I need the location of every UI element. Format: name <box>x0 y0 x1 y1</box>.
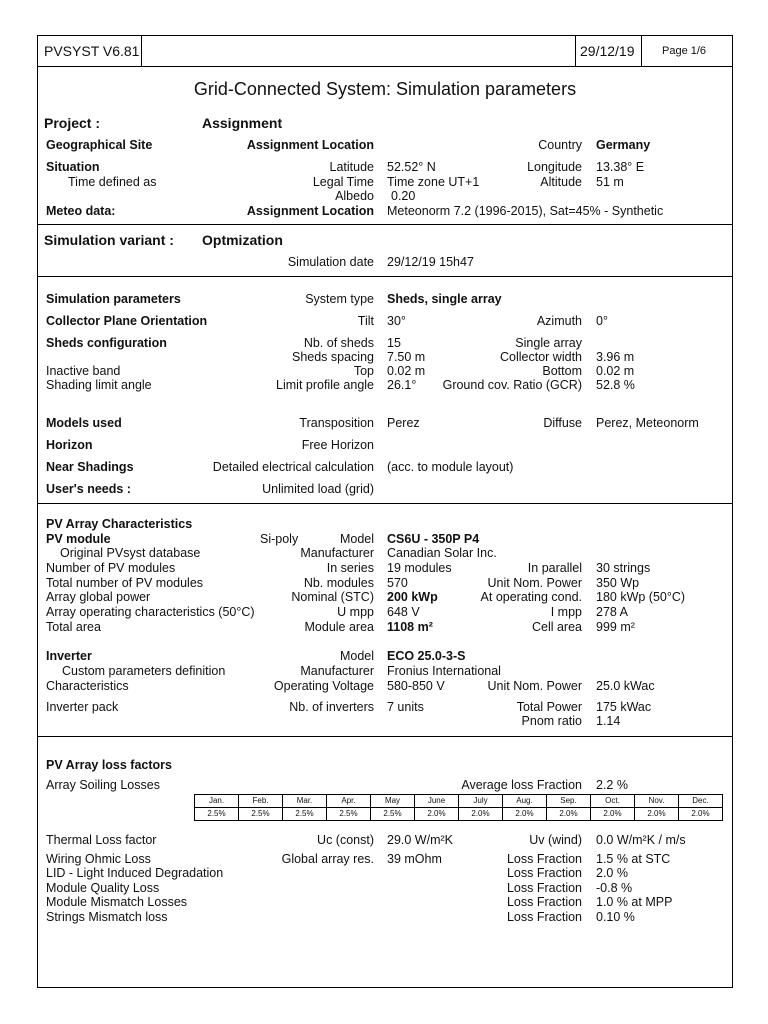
month-cell: Aug. <box>503 795 547 808</box>
mismatch-fraction-value: 1.0 % at MPP <box>596 895 673 909</box>
module-area-value: 1108 m² <box>387 620 433 634</box>
strings-fraction-value: 0.10 % <box>596 910 635 924</box>
quality-fraction-label: Loss Fraction <box>506 881 582 895</box>
global-res-label: Global array res. <box>281 852 374 866</box>
month-cell: July <box>459 795 503 808</box>
operating-char-label: Array operating characteristics (50°C) <box>46 605 255 619</box>
collector-width-label: Collector width <box>500 350 582 364</box>
inactive-band-label: Inactive band <box>46 364 121 378</box>
lid-label: LID - Light Induced Degradation <box>46 866 224 880</box>
wiring-fraction-value: 1.5 % at STC <box>596 852 671 866</box>
near-shadings-note: (acc. to module layout) <box>387 460 514 474</box>
section-divider <box>38 736 732 737</box>
pnom-ratio-value: 1.14 <box>596 714 621 728</box>
soiling-cell: 2.0% <box>635 808 679 821</box>
bottom-value: 0.02 m <box>596 364 635 378</box>
orientation-label: Collector Plane Orientation <box>46 314 208 328</box>
month-cell: Mar. <box>283 795 327 808</box>
soiling-cell: 2.0% <box>591 808 635 821</box>
wiring-loss-label: Wiring Ohmic Loss <box>46 852 151 866</box>
pv-module-label: PV module <box>46 532 111 546</box>
custom-params-label: Custom parameters definition <box>62 664 226 678</box>
system-type-label: System type <box>305 292 374 306</box>
soiling-label: Array Soiling Losses <box>46 778 160 792</box>
nb-inverters-value: 7 units <box>387 700 424 714</box>
uv-value: 0.0 W/m²K / m/s <box>596 833 686 847</box>
quality-loss-label: Module Quality Loss <box>46 881 160 895</box>
num-modules-label: Number of PV modules <box>46 561 176 575</box>
collector-width-value: 3.96 m <box>596 350 635 364</box>
mismatch-fraction-label: Loss Fraction <box>506 895 582 909</box>
total-modules-label: Total number of PV modules <box>46 576 204 590</box>
pv-module-tech: Si-poly <box>260 532 299 546</box>
module-area-label: Module area <box>304 620 374 634</box>
cell-area-label: Cell area <box>531 620 582 634</box>
uc-label: Uc (const) <box>317 833 374 847</box>
pv-array-section: PV Array Characteristics <box>46 517 193 531</box>
meteo-label: Meteo data: <box>46 204 116 218</box>
latitude-value: 52.52° N <box>387 160 436 174</box>
country-label: Country <box>538 138 582 152</box>
azimuth-label: Azimuth <box>536 314 582 328</box>
month-cell: Dec. <box>679 795 723 808</box>
page-header <box>38 36 732 67</box>
users-needs-label: User's needs : <box>46 482 131 496</box>
month-cell: Sep. <box>547 795 591 808</box>
operating-voltage-value: 580-850 V <box>387 679 445 693</box>
total-area-label: Total area <box>46 620 101 634</box>
top-label: Top <box>353 364 374 378</box>
month-cell: Feb. <box>239 795 283 808</box>
page-title: Grid-Connected System: Simulation parameters <box>193 79 577 99</box>
soiling-cell: 2.0% <box>503 808 547 821</box>
global-power-label: Array global power <box>46 590 151 604</box>
operating-voltage-label: Operating Voltage <box>273 679 374 693</box>
near-shadings-label: Near Shadings <box>46 460 134 474</box>
strings-mismatch-label: Strings Mismatch loss <box>46 910 168 924</box>
header-divider <box>141 36 142 66</box>
report-date: 29/12/19 <box>580 43 635 59</box>
spacing-label: Sheds spacing <box>291 350 374 364</box>
sim-date-value: 29/12/19 15h47 <box>387 255 474 269</box>
sheds-config-label: Sheds configuration <box>46 336 167 350</box>
azimuth-value: 0° <box>596 314 608 328</box>
situation-label: Situation <box>46 160 100 174</box>
avg-loss-label: Average loss Fraction <box>461 778 582 792</box>
nominal-stc-value: 200 kWp <box>387 590 438 604</box>
in-parallel-label: In parallel <box>527 561 582 575</box>
soiling-cell: 2.0% <box>679 808 723 821</box>
diffuse-value: Perez, Meteonorm <box>596 416 699 430</box>
thermal-loss-label: Thermal Loss factor <box>46 833 157 847</box>
total-power-value: 175 kWac <box>596 700 652 714</box>
system-type-value: Sheds, single array <box>387 292 502 306</box>
operating-cond-label: At operating cond. <box>480 590 582 604</box>
legal-time-label: Legal Time <box>312 175 374 189</box>
in-series-label: In series <box>326 561 374 575</box>
users-needs-value: Unlimited load (grid) <box>262 482 374 496</box>
altitude-value: 51 m <box>596 175 624 189</box>
bottom-label: Bottom <box>542 364 582 378</box>
cell-area-value: 999 m² <box>596 620 635 634</box>
unit-power-label: Unit Nom. Power <box>487 576 582 590</box>
month-cell: Oct. <box>591 795 635 808</box>
albedo-label: Albedo <box>335 189 374 203</box>
limit-profile-value: 26.1° <box>387 378 417 392</box>
time-defined-label: Time defined as <box>68 175 157 189</box>
nb-modules-value: 570 <box>387 576 408 590</box>
limit-profile-label: Limit profile angle <box>276 378 374 392</box>
models-used-label: Models used <box>46 416 122 430</box>
meteo-site: Assignment Location <box>246 204 374 218</box>
uc-value: 29.0 W/m²K <box>387 833 453 847</box>
tilt-value: 30° <box>387 314 406 328</box>
quality-fraction-value: -0.8 % <box>596 881 633 895</box>
sim-date-label: Simulation date <box>287 255 374 269</box>
horizon-value: Free Horizon <box>301 438 374 452</box>
soiling-cell: 2.5% <box>283 808 327 821</box>
in-parallel-value: 30 strings <box>596 561 651 575</box>
altitude-label: Altitude <box>540 175 582 189</box>
month-cell: June <box>415 795 459 808</box>
project-label: Project : <box>44 115 101 131</box>
model-label: Model <box>339 532 374 546</box>
month-cell: Jan. <box>195 795 239 808</box>
soiling-table <box>194 794 723 821</box>
transposition-label: Transposition <box>299 416 374 430</box>
month-cell: Apr. <box>327 795 371 808</box>
horizon-label: Horizon <box>46 438 93 452</box>
in-series-value: 19 modules <box>387 561 452 575</box>
total-power-label: Total Power <box>516 700 582 714</box>
inverter-pack-label: Inverter pack <box>46 700 119 714</box>
operating-cond-value: 180 kWp (50°C) <box>596 590 686 604</box>
geo-site-label: Geographical Site <box>46 138 153 152</box>
avg-loss-value: 2.2 % <box>596 778 628 792</box>
strings-fraction-label: Loss Fraction <box>506 910 582 924</box>
manufacturer-value: Canadian Solar Inc. <box>387 546 497 560</box>
header-divider <box>575 36 576 66</box>
model-value: CS6U - 350P P4 <box>387 532 480 546</box>
sim-params-label: Simulation parameters <box>46 292 181 306</box>
pnom-ratio-label: Pnom ratio <box>521 714 582 728</box>
variant-label: Simulation variant : <box>44 232 174 248</box>
project-name: Assignment <box>202 115 283 131</box>
soiling-values-row <box>195 808 723 821</box>
geo-site-value: Assignment Location <box>246 138 374 152</box>
unit-power-value: 350 Wp <box>596 576 640 590</box>
inverter-manufacturer-value: Fronius International <box>387 664 501 678</box>
month-cell: May <box>371 795 415 808</box>
legal-time-value: Time zone UT+1 <box>387 175 480 189</box>
soiling-cell: 2.0% <box>415 808 459 821</box>
wiring-fraction-label: Loss Fraction <box>506 852 582 866</box>
meteo-value: Meteonorm 7.2 (1996-2015), Sat=45% - Synthetic <box>387 204 664 218</box>
inverter-model-value: ECO 25.0-3-S <box>387 649 466 663</box>
variant-name: Optmization <box>202 232 283 248</box>
nb-sheds-label: Nb. of sheds <box>303 336 374 350</box>
impp-label: I mpp <box>550 605 582 619</box>
inverter-label: Inverter <box>46 649 92 663</box>
tilt-label: Tilt <box>357 314 374 328</box>
inverter-model-label: Model <box>339 649 374 663</box>
inverter-unit-power-value: 25.0 kWac <box>596 679 655 693</box>
soiling-cell: 2.5% <box>371 808 415 821</box>
nb-modules-label: Nb. modules <box>303 576 374 590</box>
uv-label: Uv (wind) <box>529 833 582 847</box>
lid-fraction-label: Loss Fraction <box>506 866 582 880</box>
manufacturer-label: Manufacturer <box>300 546 374 560</box>
lid-fraction-value: 2.0 % <box>596 866 628 880</box>
soiling-cell: 2.5% <box>239 808 283 821</box>
near-shadings-value: Detailed electrical calculation <box>212 460 374 474</box>
report-page <box>37 35 733 988</box>
nb-inverters-label: Nb. of inverters <box>289 700 374 714</box>
header-divider <box>641 36 642 66</box>
section-divider <box>38 276 732 277</box>
loss-factors-section: PV Array loss factors <box>46 758 172 772</box>
soiling-cell: 2.5% <box>327 808 371 821</box>
impp-value: 278 A <box>596 605 628 619</box>
nominal-stc-label: Nominal (STC) <box>291 590 374 604</box>
longitude-value: 13.38° E <box>596 160 645 174</box>
characteristics-label: Characteristics <box>46 679 129 693</box>
umpp-value: 648 V <box>387 605 420 619</box>
shading-limit-label: Shading limit angle <box>46 378 152 392</box>
gcr-label: Ground cov. Ratio (GCR) <box>442 378 582 392</box>
soiling-cell: 2.0% <box>547 808 591 821</box>
spacing-value: 7.50 m <box>387 350 426 364</box>
inverter-manufacturer-label: Manufacturer <box>300 664 374 678</box>
section-divider <box>38 224 732 225</box>
latitude-label: Latitude <box>329 160 374 174</box>
inverter-unit-power-label: Unit Nom. Power <box>487 679 582 693</box>
top-value: 0.02 m <box>387 364 426 378</box>
albedo-value: 0.20 <box>391 189 416 203</box>
umpp-label: U mpp <box>337 605 374 619</box>
software-version: PVSYST V6.81 <box>44 43 140 59</box>
global-res-value: 39 mOhm <box>387 852 442 866</box>
nb-sheds-value: 15 <box>387 336 401 350</box>
page-number: Page 1/6 <box>662 45 707 57</box>
pvsyst-db-label: Original PVsyst database <box>60 546 201 560</box>
month-cell: Nov. <box>635 795 679 808</box>
transposition-value: Perez <box>387 416 420 430</box>
gcr-value: 52.8 % <box>596 378 635 392</box>
mismatch-label: Module Mismatch Losses <box>46 895 188 909</box>
soiling-cell: 2.0% <box>459 808 503 821</box>
section-divider <box>38 503 732 504</box>
soiling-months-row <box>195 795 723 808</box>
soiling-cell: 2.5% <box>195 808 239 821</box>
diffuse-label: Diffuse <box>543 416 582 430</box>
country-value: Germany <box>596 138 651 152</box>
single-array-label: Single array <box>515 336 582 350</box>
longitude-label: Longitude <box>527 160 582 174</box>
